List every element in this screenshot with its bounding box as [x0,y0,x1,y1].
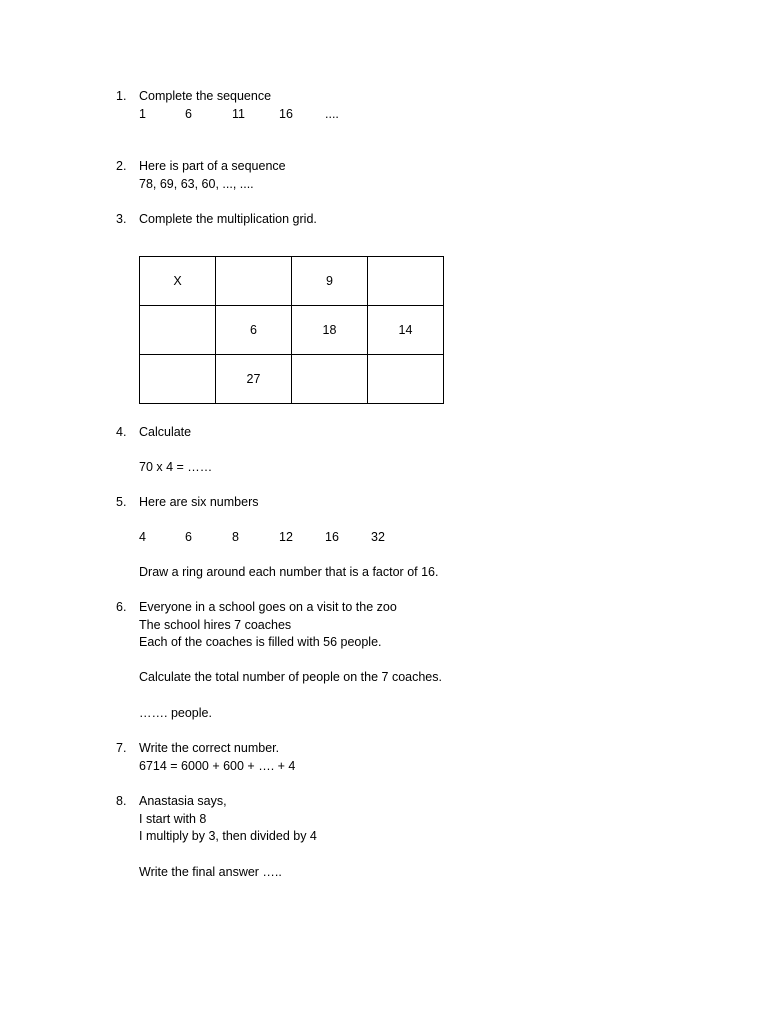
q1-term-blank: .... [325,107,339,121]
grid-cell[interactable] [368,355,444,404]
q8-instruction: Write the final answer ….. [139,865,282,879]
q5-number-option[interactable]: 8 [232,530,239,544]
grid-cell[interactable] [368,257,444,306]
q5-number-option[interactable]: 16 [325,530,339,544]
grid-cell: 18 [292,306,368,355]
q7-number: 7. [116,741,127,755]
q1-term-4: 16 [279,107,293,121]
q5-number-option[interactable]: 6 [185,530,192,544]
q5-prompt: Here are six numbers [139,495,259,509]
grid-row [140,257,444,306]
q5-number: 5. [116,495,127,509]
grid-cell[interactable] [140,306,216,355]
grid-cell: 27 [216,355,292,404]
q6-line-3: Each of the coaches is filled with 56 people. [139,635,382,649]
q3-prompt: Complete the multiplication grid. [139,212,317,226]
q5-number-option[interactable]: 4 [139,530,146,544]
grid-cell-operator: X [140,257,216,306]
q8-line-3: I multiply by 3, then divided by 4 [139,829,317,843]
q2-number: 2. [116,159,127,173]
q8-number: 8. [116,794,127,808]
grid-cell[interactable] [140,355,216,404]
grid-row [140,306,444,355]
q3-number: 3. [116,212,127,226]
q8-line-2: I start with 8 [139,812,207,826]
q1-prompt: Complete the sequence [139,89,272,103]
q7-prompt: Write the correct number. [139,741,280,755]
q1-term-2: 6 [185,107,192,121]
q1-term-3: 11 [232,107,245,121]
multiplication-grid [139,256,444,404]
grid-row [140,355,444,404]
grid-cell[interactable] [292,355,368,404]
grid-cell: 9 [292,257,368,306]
q2-prompt: Here is part of a sequence [139,159,286,173]
q6-number: 6. [116,600,127,614]
q2-sequence: 78, 69, 63, 60, ..., .... [139,177,254,191]
grid-cell: 6 [216,306,292,355]
grid-cell[interactable] [216,257,292,306]
q6-line-1: Everyone in a school goes on a visit to the zoo [139,600,397,614]
q5-number-option[interactable]: 12 [279,530,293,544]
q1-number: 1. [116,89,127,103]
q6-instruction: Calculate the total number of people on the 7 coaches. [139,670,442,684]
q4-expression: 70 x 4 = …… [139,460,213,474]
q5-number-option[interactable]: 32 [371,530,385,544]
q8-line-1: Anastasia says, [139,794,227,808]
grid-cell: 14 [368,306,444,355]
q1-term-1: 1 [139,107,146,121]
q4-number: 4. [116,425,127,439]
q5-instruction: Draw a ring around each number that is a factor of 16. [139,565,439,579]
q7-equation: 6714 = 6000 + 600 + …. + 4 [139,759,296,773]
q6-line-2: The school hires 7 coaches [139,618,292,632]
q6-answer: ……. people. [139,706,212,720]
q4-prompt: Calculate [139,425,192,439]
